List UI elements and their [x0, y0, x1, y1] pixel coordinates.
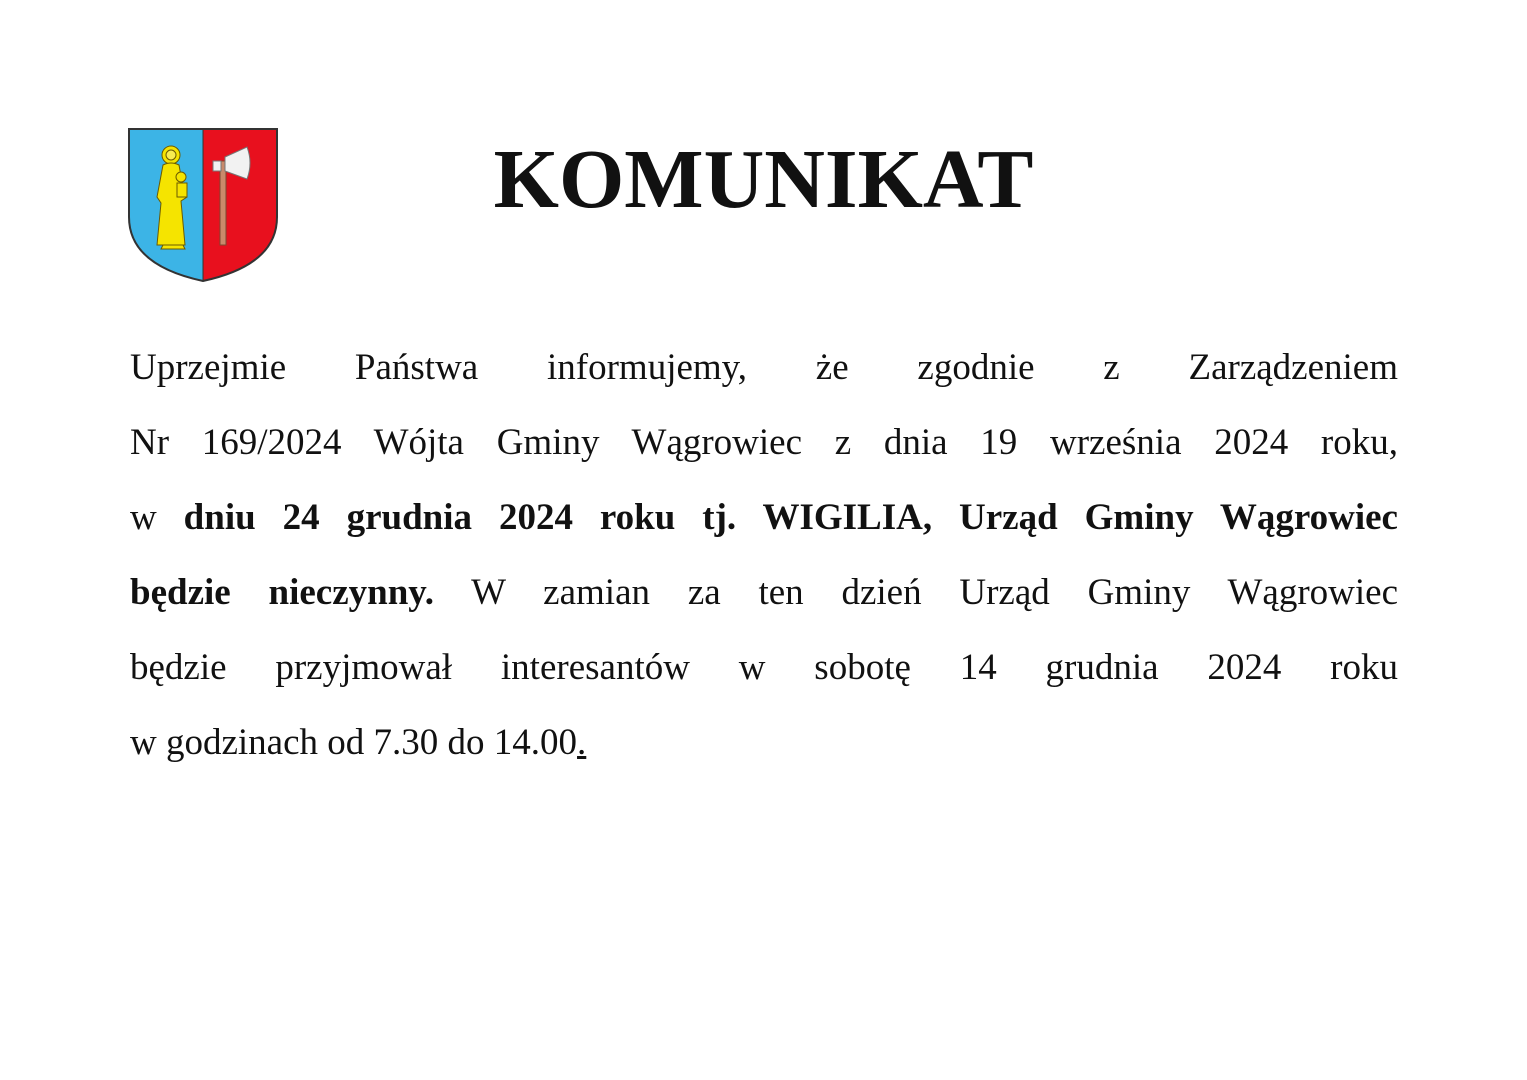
body-line-4 [130, 555, 1398, 630]
body-line-3-start: w [130, 497, 184, 538]
body-line-4-rest: W zamian za ten dzień Urząd Gminy Wągrowiec [434, 572, 1398, 613]
body-line-5: będzie przyjmował interesantów w sobotę 14 grudnia 2024 roku [130, 647, 1398, 688]
office-hours-text: w godzinach od 7.30 do 14.00 [130, 722, 578, 763]
body-line-2: Nr 169/2024 Wójta Gminy Wągrowiec z dnia 19 września 2024 roku, [130, 422, 1398, 463]
body-line-3 [130, 480, 1398, 555]
body-line-1: Uprzejmie Państwa informujemy, że zgodnie z Zarządzeniem [130, 347, 1398, 388]
final-period: . [577, 722, 587, 763]
body-line-6 [130, 705, 1398, 780]
page-title [0, 130, 1527, 230]
announcement-body [130, 330, 1398, 780]
closing-date-text: dniu 24 grudnia 2024 roku tj. WIGILIA, Urząd Gminy Wągrowiec [183, 497, 1398, 538]
closed-notice-text: będzie nieczynny. [130, 572, 434, 613]
title-text: KOMUNIKAT [493, 133, 1034, 226]
